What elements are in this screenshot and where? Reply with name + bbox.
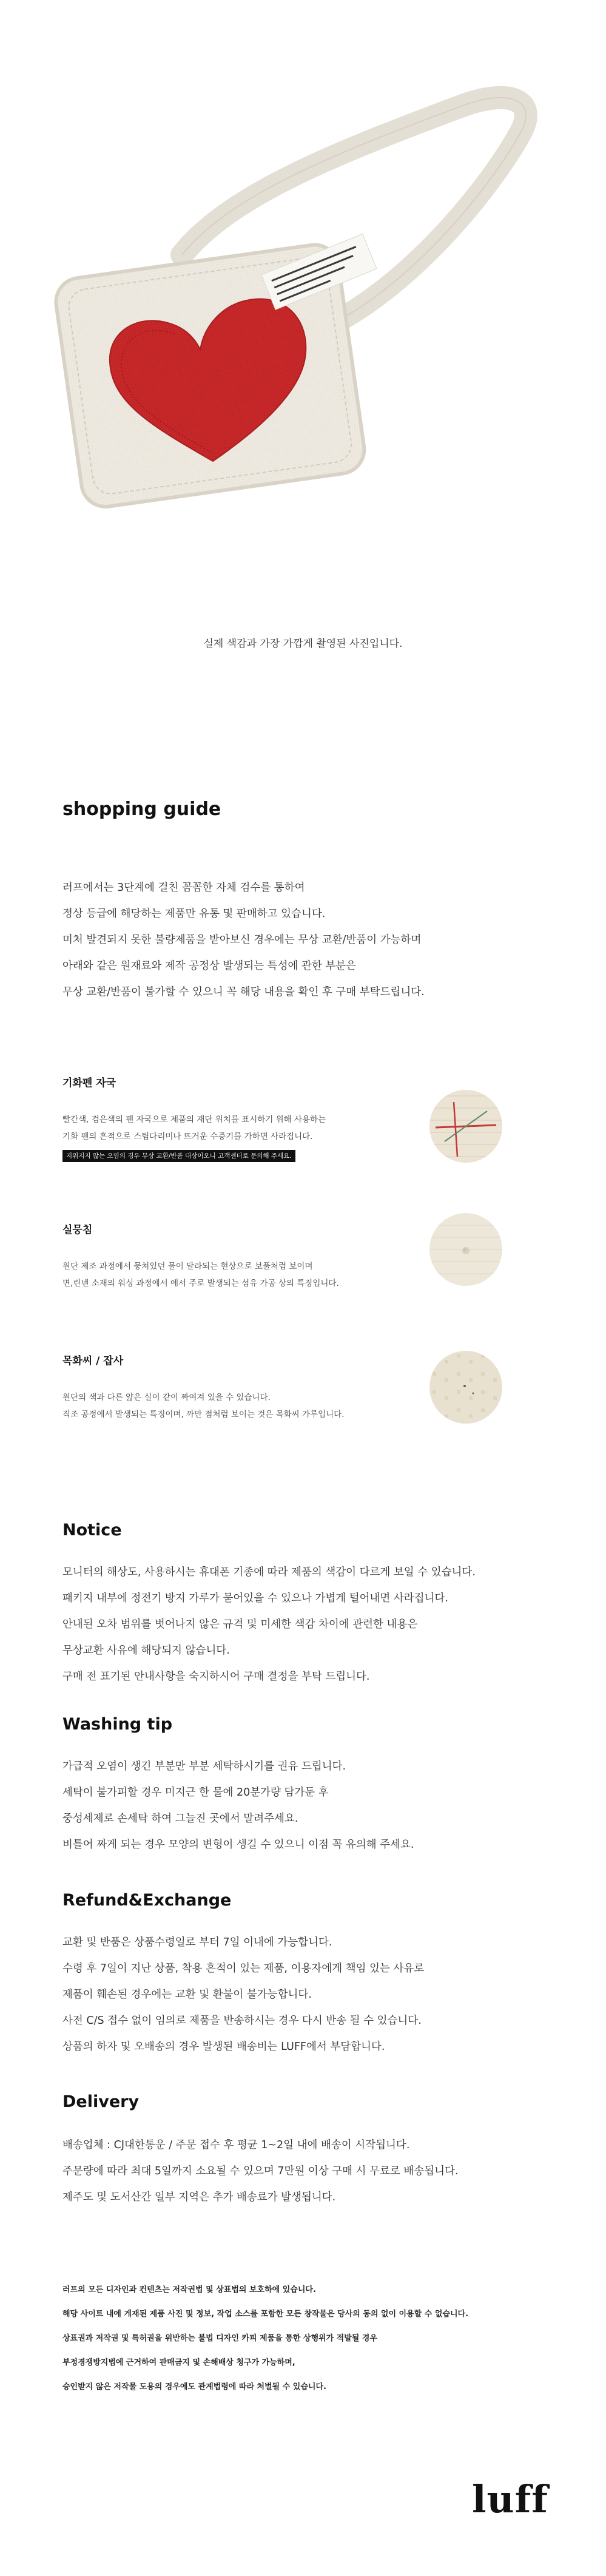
guide-item-text: 원단의 색과 다른 얇은 실이 같이 짜여져 있을 수 있습니다. <box>62 1393 271 1402</box>
delivery-title: Delivery <box>62 2092 140 2111</box>
washing-tip-title: Washing tip <box>62 1715 173 1734</box>
guide-item-pen-mark <box>62 1074 451 1162</box>
brand-logo: luff <box>472 2477 548 2521</box>
guide-item-text: 빨간색, 검은색의 펜 자국으로 제품의 재단 위치를 표시하기 위해 사용하는 <box>62 1115 326 1124</box>
refund-line: 사전 C/S 접수 없이 임의로 제품을 반송하시는 경우 다시 반송 될 수 있습니다. <box>62 2015 422 2027</box>
guide-item-text: 기화 펜의 흔적으로 스팀다리미나 뜨거운 수증기를 가하면 사라집니다. <box>62 1132 313 1141</box>
intro-line: 미처 발견되지 못한 불량제품을 받아보신 경우에는 무상 교환/반품이 가능하며 <box>62 934 422 946</box>
copyright-notice <box>62 2278 560 2399</box>
photo-caption: 실제 색감과 가장 가깝게 촬영된 사진입니다. <box>203 638 403 650</box>
guide-item-text: 원단 제조 과정에서 뭉쳐있던 물이 달라되는 현상으로 보풀처럼 보이며 <box>62 1262 313 1271</box>
refund-line: 수령 후 7일이 지난 상품, 착용 흔적이 있는 제품, 이용자에게 책임 있는 사유로 <box>62 1962 425 1975</box>
notice-line: 무상교환 사유에 해당되지 않습니다. <box>62 1645 230 1657</box>
washing-line: 세탁이 불가피할 경우 미지근 한 물에 20분가량 담가둔 후 <box>62 1787 329 1799</box>
notice-line: 안내된 오차 범위를 벗어나지 않은 규격 및 미세한 색감 차이에 관련한 내용은 <box>62 1618 418 1631</box>
refund-line: 제품이 훼손된 경우에는 교환 및 환불이 불가능합니다. <box>62 1989 312 2001</box>
guide-item-text: 직조 공정에서 발생되는 특징이며, 까만 점처럼 보이는 것은 목화씨 가루입니다. <box>62 1410 345 1419</box>
guide-item-title: 실뭉침 <box>62 1224 93 1236</box>
washing-line: 중성세제로 손세탁 하여 그늘진 곳에서 말려주세요. <box>62 1813 298 1825</box>
legal-line: 승인받지 않은 저작물 도용의 경우에도 관계법령에 따라 처벌될 수 있습니다. <box>62 2382 326 2392</box>
refund-exchange-title: Refund&Exchange <box>62 1891 232 1910</box>
guide-item-text: 면,린넨 소재의 워싱 과정에서 에서 주로 발생되는 섬유 가공 상의 특징입니다. <box>62 1279 339 1288</box>
delivery-body <box>62 2132 560 2211</box>
cotton-seed-swatch-image <box>429 1351 502 1424</box>
thread-clump-swatch-image <box>429 1213 502 1286</box>
washing-line: 가급적 오염이 생긴 부분만 부분 세탁하시기를 권유 드립니다. <box>62 1760 346 1773</box>
pen-mark-swatch-image <box>429 1090 502 1163</box>
legal-line: 부정경쟁방지법에 근거하여 판매금지 및 손해배상 청구가 가능하며, <box>62 2358 295 2367</box>
notice-title: Notice <box>62 1521 122 1540</box>
refund-line: 상품의 하자 및 오배송의 경우 발생된 배송비는 LUFF에서 부담합니다. <box>62 2041 385 2053</box>
intro-line: 무상 교환/반품이 불가할 수 있으니 꼭 해당 내용을 확인 후 구매 부탁드립니다. <box>62 986 425 998</box>
delivery-line: 배송업체 : CJ대한통운 / 주문 접수 후 평균 1~2일 내에 배송이 시작됩니다. <box>62 2139 410 2151</box>
shopping-guide-intro <box>62 875 548 1006</box>
guide-item-note: 지워지지 않는 오염의 경우 무상 교환/반품 대상이오니 고객센터로 문의해 주세요. <box>62 1150 295 1162</box>
delivery-line: 제주도 및 도서산간 일부 지역은 추가 배송료가 발생됩니다. <box>62 2191 336 2203</box>
notice-line: 패키지 내부에 정전기 방지 가루가 묻어있을 수 있으나 가볍게 털어내면 사라집니다. <box>62 1592 448 1604</box>
legal-line: 해당 사이트 내에 게재된 제품 사진 및 정보, 작업 소스를 포함한 모든 창작물은 당사의 동의 없이 이용할 수 없습니다. <box>62 2310 469 2319</box>
notice-line: 모니터의 해상도, 사용하시는 휴대폰 기종에 따라 제품의 색감이 다르게 보일 수 있습니다. <box>62 1566 476 1578</box>
washing-line: 비틀어 짜게 되는 경우 모양의 변형이 생길 수 있으니 이점 꼭 유의해 주세요. <box>62 1839 414 1851</box>
notice-body <box>62 1560 560 1690</box>
intro-line: 러프에서는 3단계에 걸친 꼼꼼한 자체 검수를 통하여 <box>62 882 305 894</box>
refund-line: 교환 및 반품은 상품수령일로 부터 7일 이내에 가능합니다. <box>62 1936 332 1949</box>
legal-line: 상표권과 저작권 및 특허권을 위반하는 불법 디자인 카피 제품을 통한 상행위가 적발될 경우 <box>62 2334 377 2343</box>
product-illustration <box>0 0 606 558</box>
washing-tip-body <box>62 1754 560 1858</box>
guide-item-title: 목화씨 / 잡사 <box>62 1355 124 1367</box>
guide-item-cotton-seed <box>62 1352 451 1423</box>
guide-item-title: 기화펜 자국 <box>62 1077 116 1089</box>
intro-line: 아래와 같은 원재료와 제작 공정상 발생되는 특성에 관한 부분은 <box>62 960 357 972</box>
intro-line: 정상 등급에 해당하는 제품만 유통 및 판매하고 있습니다. <box>62 908 326 920</box>
legal-line: 러프의 모든 디자인과 컨텐츠는 저작권법 및 상표법의 보호하에 있습니다. <box>62 2285 316 2294</box>
refund-exchange-body <box>62 1930 560 2060</box>
shopping-guide-title: shopping guide <box>62 799 221 820</box>
delivery-line: 주문량에 따라 최대 5일까지 소요될 수 있으며 7만원 이상 구매 시 무료로 배송됩니다. <box>62 2165 459 2177</box>
notice-line: 구매 전 표기된 안내사항을 숙지하시어 구매 결정을 부탁 드립니다. <box>62 1671 370 1683</box>
product-image <box>0 0 606 558</box>
guide-item-thread-clump <box>62 1221 451 1292</box>
